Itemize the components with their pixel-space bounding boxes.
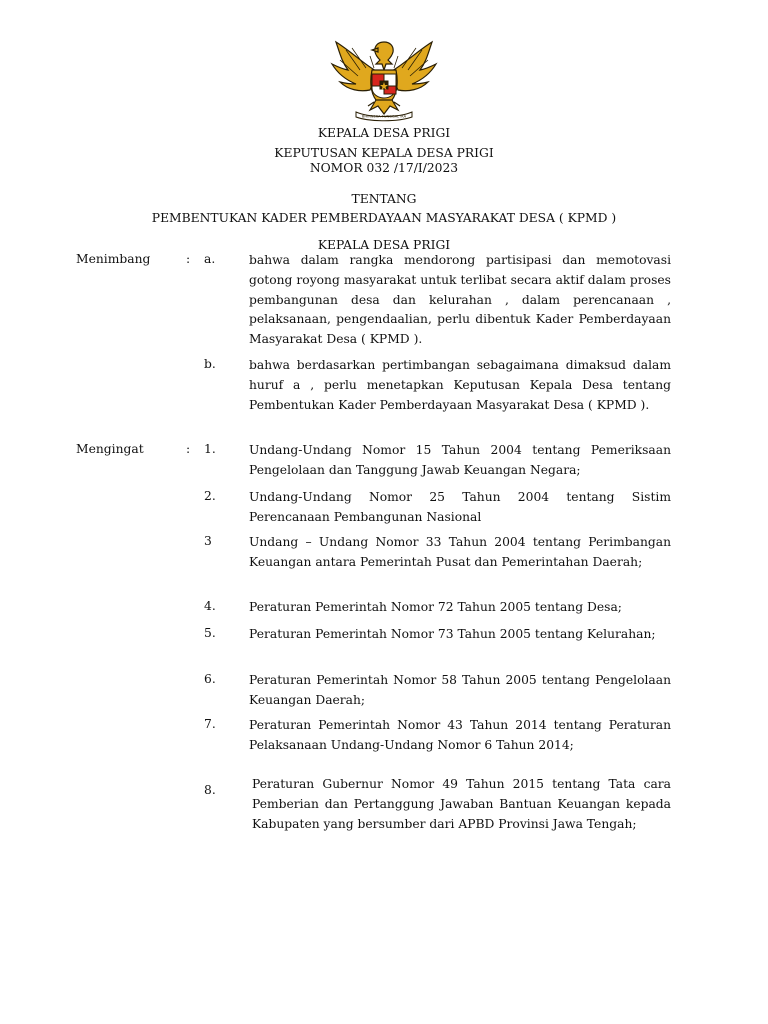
- menimbang-item-b: bahwa berdasarkan pertimbangan sebagaimana dimaksud dalam huruf a , perlu menetapkan Keputusan Kepala Desa tentang Pembentukan Kader Pemberdayaan Masyarakat Desa ( KPMD ).: [249, 358, 671, 412]
- mengingat-item-2: Undang-Undang Nomor 25 Tahun 2004 tentang Sistim Perencanaan Pembangunan Nasional: [249, 490, 671, 524]
- mengingat-marker-7: 7.: [204, 717, 216, 731]
- menimbang-item-a: bahwa dalam rangka mendorong partisipasi dan memotovasi gotong royong masyarakat untuk terlibat secara aktif dalam proses pembangunan desa dan kelurahan , dalam perencanaan , pelaksanaan, pengendaalian, perlu dibentuk Kader Pemberdayaan Masyarakat Desa ( KPMD ).: [249, 253, 671, 347]
- mengingat-marker-8: 8.: [204, 783, 216, 797]
- menimbang-marker-a: a.: [204, 252, 216, 266]
- menimbang-label: Menimbang: [76, 252, 151, 266]
- about-label: TENTANG: [351, 192, 417, 206]
- mengingat-marker-3: 3: [204, 534, 212, 548]
- decree-subject: PEMBENTUKAN KADER PEMBERDAYAAN MASYARAKAT DESA ( KPMD ): [151, 211, 617, 225]
- decree-title: KEPUTUSAN KEPALA DESA PRIGI: [274, 146, 494, 160]
- decree-number: NOMOR 032 /17/I/2023: [309, 161, 459, 175]
- menimbang-marker-b: b.: [204, 357, 216, 371]
- mengingat-marker-2: 2.: [204, 489, 216, 503]
- office-title: KEPALA DESA PRIGI: [317, 126, 451, 140]
- mengingat-marker-5: 5.: [204, 626, 216, 640]
- mengingat-marker-1: 1.: [204, 442, 216, 456]
- mengingat-label: Mengingat: [76, 442, 144, 456]
- mengingat-marker-6: 6.: [204, 672, 216, 686]
- garuda-pancasila-emblem-icon: [326, 36, 442, 122]
- mengingat-item-6: Peraturan Pemerintah Nomor 58 Tahun 2005 tentang Pengelolaan Keuangan Daerah;: [249, 673, 671, 707]
- mengingat-item-8: Peraturan Gubernur Nomor 49 Tahun 2015 tentang Tata cara Pemberian dan Pertanggung Jawaban Bantuan Keuangan kepada Kabupaten yang bersumber dari APBD Provinsi Jawa Tengah;: [252, 777, 671, 831]
- mengingat-item-3: Undang – Undang Nomor 33 Tahun 2004 tentang Perimbangan Keuangan antara Pemerintah Pusat dan Pemerintahan Daerah;: [249, 535, 671, 569]
- mengingat-item-1: Undang-Undang Nomor 15 Tahun 2004 tentang Pemeriksaan Pengelolaan dan Tanggung Jawab Keuangan Negara;: [249, 443, 671, 477]
- menimbang-colon: :: [186, 252, 191, 266]
- mengingat-item-5: Peraturan Pemerintah Nomor 73 Tahun 2005 tentang Kelurahan;: [249, 627, 656, 641]
- issuer-title: KEPALA DESA PRIGI: [317, 238, 451, 252]
- emblem-motto: BHINNEKA TUNGGAL IKA: [361, 114, 407, 119]
- mengingat-item-4: Peraturan Pemerintah Nomor 72 Tahun 2005 tentang Desa;: [249, 600, 622, 614]
- mengingat-colon: :: [186, 442, 191, 456]
- mengingat-marker-4: 4.: [204, 599, 216, 613]
- mengingat-item-7: Peraturan Pemerintah Nomor 43 Tahun 2014 tentang Peraturan Pelaksanaan Undang-Undang Nomor 6 Tahun 2014;: [249, 718, 671, 752]
